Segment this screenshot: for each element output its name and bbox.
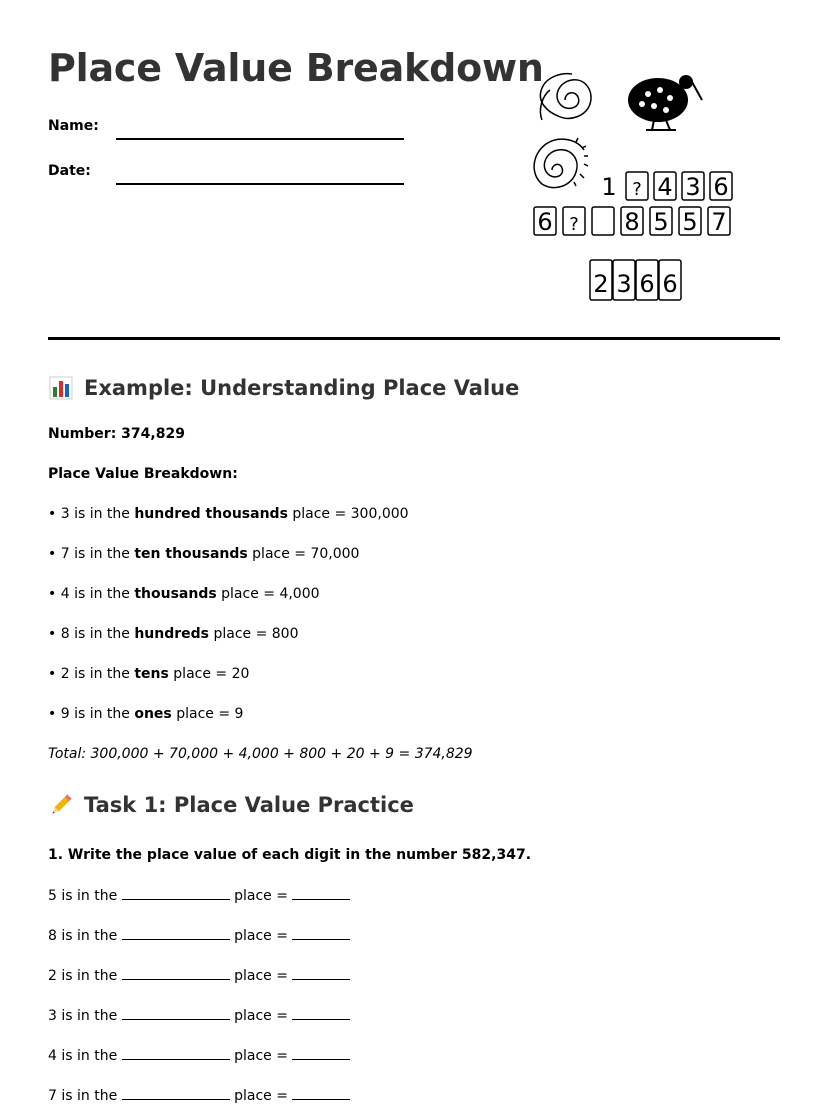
bar-chart-icon xyxy=(48,375,74,401)
example-total: Total: 300,000 + 70,000 + 4,000 + 800 + 20 + 9 = 374,829 xyxy=(48,746,473,762)
page-title: Place Value Breakdown xyxy=(48,46,544,90)
breakdown-item: • 8 is in the hundreds place = 800 xyxy=(48,626,299,642)
tile-digit: 6 xyxy=(639,270,655,298)
tile-digit: 3 xyxy=(685,173,701,201)
date-field[interactable] xyxy=(116,183,404,185)
task1-question: 1. Write the place value of each digit in the number 582,347. xyxy=(48,847,532,863)
koru-spiral-icon xyxy=(540,74,591,120)
breakdown-item: • 3 is in the hundred thousands place = 300,000 xyxy=(48,506,409,522)
example-heading xyxy=(48,375,519,401)
tile-digit: 7 xyxy=(711,208,727,236)
tile-digit: 8 xyxy=(624,208,640,236)
value-answer-blank[interactable] xyxy=(292,967,350,980)
kiwi-bird-icon xyxy=(628,75,702,130)
koru-spiral-icon xyxy=(534,138,588,188)
task1-heading xyxy=(48,792,414,818)
value-answer-blank[interactable] xyxy=(292,927,350,940)
breakdown-item: • 4 is in the thousands place = 4,000 xyxy=(48,586,320,602)
tile-digit: 3 xyxy=(616,270,632,298)
value-answer-blank[interactable] xyxy=(292,1047,350,1060)
number-tiles xyxy=(534,172,732,300)
practice-row: 5 is in the place = xyxy=(48,887,350,904)
value-answer-blank[interactable] xyxy=(292,887,350,900)
place-answer-blank[interactable] xyxy=(122,1087,230,1100)
tile-digit: 5 xyxy=(682,208,698,236)
place-answer-blank[interactable] xyxy=(122,967,230,980)
practice-row: 2 is in the place = xyxy=(48,967,350,984)
practice-row: 4 is in the place = xyxy=(48,1047,350,1064)
tile-digit: ? xyxy=(569,214,579,235)
breakdown-item: • 2 is in the tens place = 20 xyxy=(48,666,250,682)
practice-row: 8 is in the place = xyxy=(48,927,350,944)
tile-digit: 6 xyxy=(537,208,553,236)
place-answer-blank[interactable] xyxy=(122,1007,230,1020)
breakdown-item: • 9 is in the ones place = 9 xyxy=(48,706,244,722)
decorative-clipart xyxy=(520,60,790,320)
example-number: Number: 374,829 xyxy=(48,426,185,442)
breakdown-label: Place Value Breakdown: xyxy=(48,466,238,482)
tile-digit: 6 xyxy=(662,270,678,298)
number-tile xyxy=(592,207,614,235)
tile-digit: 1 xyxy=(601,173,617,201)
name-label: Name: xyxy=(48,118,99,134)
task1-heading-text: Task 1: Place Value Practice xyxy=(84,793,414,817)
tile-digit: 6 xyxy=(713,173,729,201)
place-answer-blank[interactable] xyxy=(122,887,230,900)
tile-digit: ? xyxy=(632,179,642,200)
tile-digit: 5 xyxy=(653,208,669,236)
example-heading-text: Example: Understanding Place Value xyxy=(84,376,520,400)
breakdown-item: • 7 is in the ten thousands place = 70,000 xyxy=(48,546,360,562)
date-label: Date: xyxy=(48,163,91,179)
place-answer-blank[interactable] xyxy=(122,1047,230,1060)
section-divider xyxy=(48,337,780,340)
value-answer-blank[interactable] xyxy=(292,1087,350,1100)
practice-row: 7 is in the place = xyxy=(48,1087,350,1104)
pencil-icon xyxy=(48,792,74,818)
tile-digit: 4 xyxy=(657,173,673,201)
name-field[interactable] xyxy=(116,138,404,140)
practice-row: 3 is in the place = xyxy=(48,1007,350,1024)
value-answer-blank[interactable] xyxy=(292,1007,350,1020)
tile-digit: 2 xyxy=(593,270,609,298)
place-answer-blank[interactable] xyxy=(122,927,230,940)
